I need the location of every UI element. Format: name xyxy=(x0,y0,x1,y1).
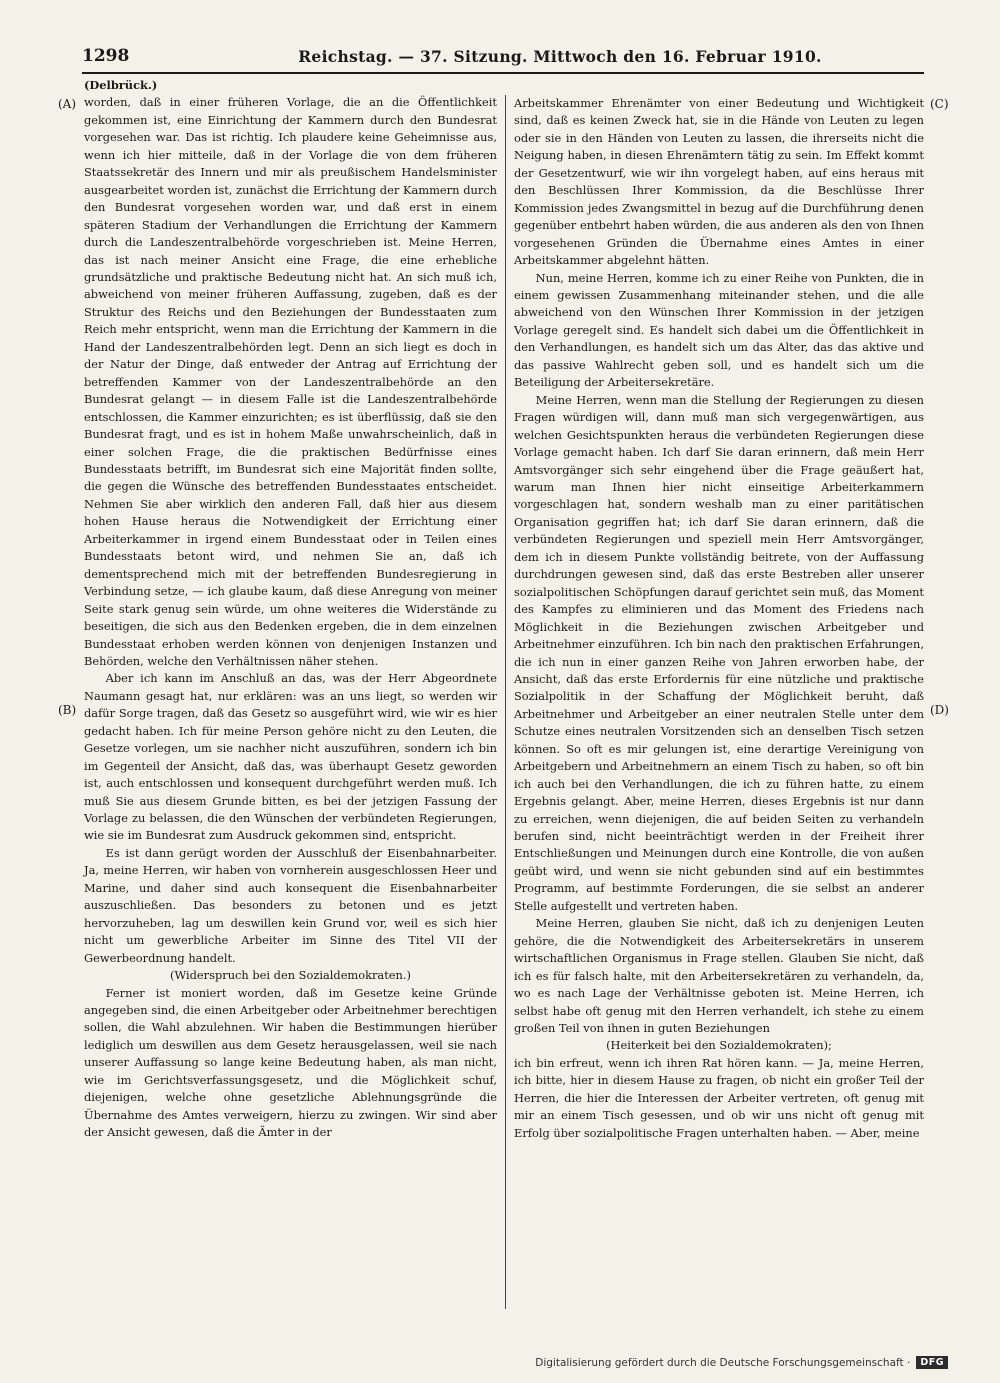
paragraph: Nun, meine Herren, komme ich zu einer Reihe von Punkten, die in einem gewissen Zusammenhang miteinander stehen, und die alle abweichend von den Wünschen Ihrer Kommission in der jetzigen Vorlage geregelt sind. Es handelt sich dabei um die Öffentlichkeit in den Verhandlungen, es handelt sich um das Alter, das das aktive und das passive Wahlrecht geben soll, und es handelt sich um die Beteiligung der Arbeitersekretäre. xyxy=(514,270,924,390)
interjection: (Heiterkeit bei den Sozialdemokraten); xyxy=(606,1038,832,1053)
interjection: (Widerspruch bei den Sozialdemokraten.) xyxy=(170,968,411,983)
page-header xyxy=(82,46,924,72)
paragraph: Meine Herren, wenn man die Stellung der Regierungen zu diesen Fragen würdigen will, dann muß man sich vergegenwärtigen, aus welchen Gesichtspunkten heraus die verbündeten Regierungen diese Vorlage gemacht haben. Ich darf Sie daran erinnern, daß mein Herr Amtsvorgänger sich sehr eingehend über die Frage geäußert hat, warum man Ihnen hier nicht einseitige Arbeiterkammern vorgeschlagen hat, sondern weshalb man zu einer paritätischen Organisation gegriffen hat; ich darf Sie daran erinnern, daß die verbündeten Regierungen und speziell mein Herr Amtsvorgänger, dem ich in diesem Punkte vollständig beitrete, von der Auffassung durchdrungen gewesen sind, daß das erste Bestreben aller unserer sozialpolitischen Schöpfungen darauf gerichtet sein muß, das Moment des Kampfes zu eliminieren und das Moment des Friedens nach Möglichkeit in die Beziehungen zwischen Arbeitgeber und Arbeitnehmer einzuführen. Ich bin nach den praktischen Erfahrungen, die ich nun in einer ganzen Reihe von Jahren erworben habe, der Ansicht, daß das erste Erfordernis für eine nützliche und praktische Sozialpolitik in der Schaffung der Möglichkeit beruht, daß Arbeitnehmer und Arbeitgeber an einer neutralen Stelle unter dem Schutze eines neutralen Vorsitzenden sich an denselben Tisch setzen können. So oft es mir gelungen ist, eine derartige Vereinigung von Arbeitgebern und Arbeitnehmern an einem Tisch zu haben, so oft bin ich auch bei den Verhandlungen, die ich zu führen hatte, zu einem Ergebnis gelangt. Aber, meine Herren, dieses Ergebnis ist nur dann zu erreichen, wenn diejenigen, die auf beiden Seiten zu verhandeln berufen sind, nicht beeinträchtigt werden in der Freiheit ihrer Entschließungen und Meinungen durch eine Kontrolle, die von außen geübt wird, und wenn sie nicht gebunden sind auf ein bestimmtes Programm, auf bestimmte Forderungen, die sie selbst an anderer Stelle aufgestellt und vertreten haben. xyxy=(514,392,924,913)
margin-marker-d: (D) xyxy=(930,703,949,717)
margin-marker-b: (B) xyxy=(58,703,77,717)
footer-credit xyxy=(535,1356,948,1369)
margin-marker-c: (C) xyxy=(930,97,949,111)
column-divider xyxy=(505,95,506,1309)
header-rule xyxy=(82,72,924,74)
paragraph: Arbeitskammer Ehrenämter von einer Bedeutung und Wichtigkeit sind, daß es keinen Zweck hat, sie in die Hände von Leuten zu legen oder sie in den Händen von Leuten zu lassen, die ihrerseits nicht die Neigung haben, in diesen Ehrenämtern tätig zu sein. Im Effekt kommt der Gesetzentwurf, wie wir ihn vorgelegt haben, auf eins heraus mit den Beschlüssen Ihrer Kommission, da die Beschlüsse Ihrer Kommission jedes Zwangsmittel in bezug auf die Durchführung denen gegenüber entbehrt haben würden, die aus anderen als den von Ihnen vorgesehenen Gründen die Übernahme eines Amtes in einer Arbeitskammer abgelehnt hätten. xyxy=(514,96,924,268)
paragraph: Ferner ist moniert worden, daß im Gesetze keine Gründe angegeben sind, die einen Arbeitgeber oder Arbeitnehmer berechtigen sollen, die Wahl abzulehnen. Wir haben die Bestimmungen hierüber lediglich um deswillen aus dem Gesetz herausgelassen, weil sie nach unserer Auffassung so lange keine Bedeutung haben, als man nicht, wie im Gerichtsverfassungsgesetz, und die Möglichkeit schuf, diejenigen, welche ohne gesetzliche Ablehnungsgründe die Übernahme des Amtes verweigern, hierzu zu zwingen. Wir sind aber der Ansicht gewesen, daß die Ämter in der xyxy=(84,985,497,1140)
speaker-name: (Delbrück.) xyxy=(84,78,158,92)
paragraph: Es ist dann gerügt worden der Ausschluß der Eisenbahnarbeiter. Ja, meine Herren, wir haben von vornherein ausgeschlossen Heer und Marine, und daher sind auch konsequent die Eisenbahnarbeiter auszuschließen. Das besonders zu betonen und es jetzt hervorzuheben, lag um deswillen kein Grund vor, weil es sich hier nicht um gewerbliche Arbeiter im Sinne des Titel VII der Gewerbeordnung handelt. xyxy=(84,845,497,965)
dfg-logo-icon: DFG xyxy=(916,1356,948,1369)
margin-marker-a: (A) xyxy=(58,97,77,111)
paragraph: ich bin erfreut, wenn ich ihren Rat hören kann. — Ja, meine Herren, ich bitte, hier in diesem Hause zu fragen, ob nicht ein großer Teil der Herren, die hier die Interessen der Arbeiter vertreten, oft genug mit mir an einem Tisch gesessen, und ob wir uns nicht oft genug mit Erfolg über sozialpolitische Fragen unterhalten haben. — Aber, meine xyxy=(514,1055,924,1140)
left-column xyxy=(84,77,497,1309)
footer-credit-text: Digitalisierung gefördert durch die Deutsche Forschungsgemeinschaft · xyxy=(535,1356,911,1369)
paragraph: worden, daß in einer früheren Vorlage, die an die Öffentlichkeit gekommen ist, eine Einrichtung der Kammern durch den Bundesrat vorgesehen war. Das ist richtig. Ich plaudere keine Geheimnisse aus, wenn ich hier mitteile, daß in der Vorlage die von dem früheren Staatssekretär des Innern und mir als preußischem Handelsminister ausgearbeitet worden ist, zunächst die Errichtung der Kammern durch den Bundesrat vorgesehen worden war, und daß erst in einem späteren Stadium der Verhandlungen die Errichtung der Kammern durch die Landeszentralbehörde vorgeschrieben ist. Meine Herren, das ist nach meiner Ansicht eine Frage, die eine erhebliche grundsätzliche und praktische Bedeutung nicht hat. An sich muß ich, abweichend von meiner früheren Auffassung, zugeben, daß es der Struktur des Reichs und den Beziehungen der Bundesstaaten zum Reich mehr entspricht, wenn man die Errichtung der Kammern in die Hand der Landeszentralbehörden legt. Denn an sich liegt es doch in der Natur der Dinge, daß entweder der Antrag auf Errichtung der betreffenden Kammer von der Landeszentralbehörde an den Bundesrat gelangt — in diesem Falle ist die Landeszentralbehörde entschlossen, die Kammer einzurichten; es ist überflüssig, daß sie den Bundesrat fragt, und es ist in hohem Maße unwahrscheinlich, daß in einer solchen Frage, die die praktischen Bedürfnisse eines Bundesstaats betrifft, im Bundesrat sich eine Majorität finden sollte, die gegen die Wünsche des betreffenden Bundesstaates entscheidet. Nehmen Sie aber wirklich den anderen Fall, daß hier aus diesem hohen Hause heraus die Notwendigkeit der Errichtung einer Arbeiterkammer in irgend einem Bundesstaat oder in Teilen eines Bundesstaats betont wird, und nehmen Sie an, daß ich dementsprechend mich mit der betreffenden Bundesregierung in Verbindung setze, — ich glaube kaum, daß diese Anregung von meiner Seite stark genug sein würde, um ohne weiteres die Widerstände zu beseitigen, die sich aus den Bedenken ergeben, die in dem einzelnen Bundesstaat erhoben werden können von denjenigen Instanzen und Behörden, welche den Verhältnissen näher stehen. xyxy=(84,95,497,668)
right-column xyxy=(514,95,924,1309)
paragraph: Aber ich kann im Anschluß an das, was der Herr Abgeordnete Naumann gesagt hat, nur erklären: was an uns liegt, so werden wir dafür Sorge tragen, daß das Gesetz so ausgeführt wird, wie wir es hier gedacht haben. Ich für meine Person gehöre nicht zu den Leuten, die Gesetze vorlegen, um sie nachher nicht auszuführen, sondern ich bin im Gegenteil der Ansicht, daß das, was überhaupt Gesetz geworden ist, auch entschlossen und konsequent durchgeführt werden muß. Ich muß Sie aus diesem Grunde bitten, es bei der jetzigen Fassung der Vorlage zu belassen, die den Wünschen der verbündeten Regierungen, wie sie im Bundesrat zum Ausdruck gekommen sind, entspricht. xyxy=(84,671,497,843)
running-head: Reichstag. — 37. Sitzung. Mittwoch den 16. Februar 1910. xyxy=(298,47,822,66)
paragraph: Meine Herren, glauben Sie nicht, daß ich zu denjenigen Leuten gehöre, die die Notwendigkeit des Arbeitersekretärs in unserem wirtschaftlichen Organismus in Frage stellen. Glauben Sie nicht, daß ich es für falsch halte, mit den Arbeitersekretären zu verhandeln, da, wo es nach Lage der Verhältnisse geboten ist. Meine Herren, ich selbst habe oft genug mit den Herren verhandelt, ich stehe zu einem großen Teil von ihnen in guten Beziehungen xyxy=(514,916,924,1036)
page-number: 1298 xyxy=(82,46,130,66)
